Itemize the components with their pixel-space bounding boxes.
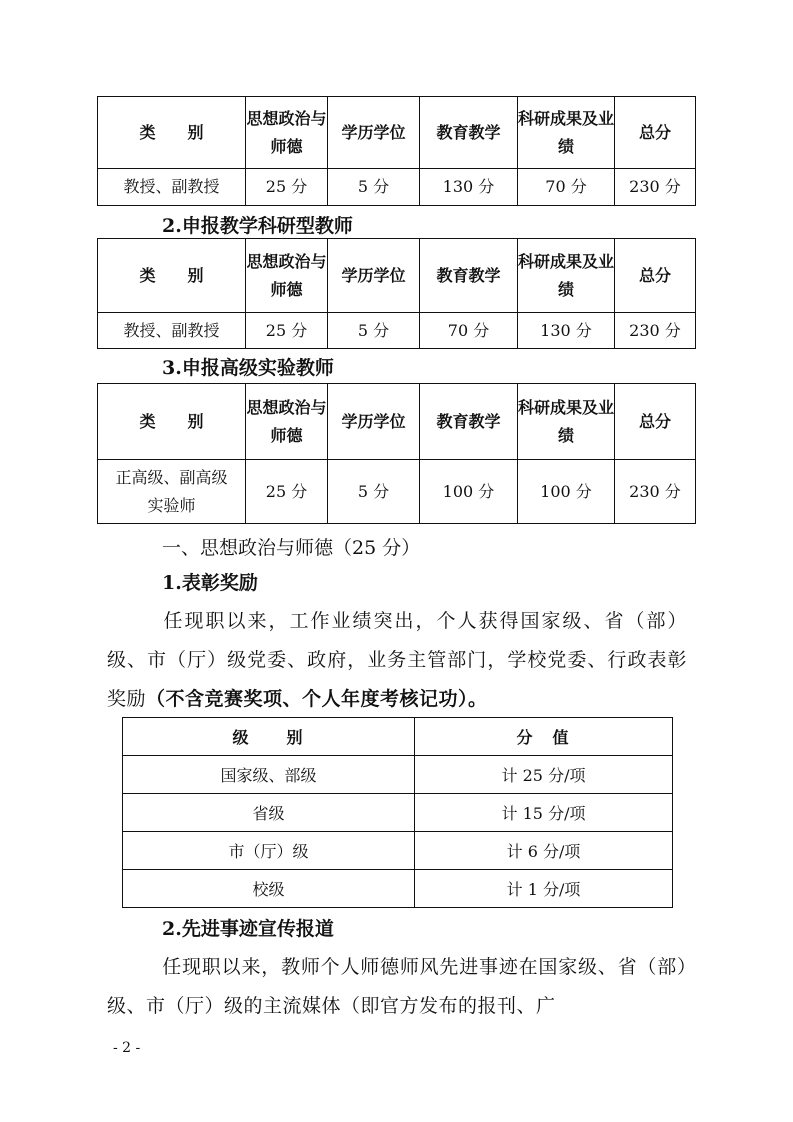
score-table-1: [97, 96, 696, 206]
cell-total: 230 分: [615, 313, 696, 349]
header-total: 总分: [615, 97, 696, 169]
subheading-senior-lab: 3.申报高级实验教师: [162, 357, 334, 379]
table-row: [98, 313, 696, 349]
award-score-table: [122, 717, 673, 908]
table-row: [98, 460, 696, 524]
cell-category: 教授、副教授: [98, 313, 246, 349]
cell-degree: 5 分: [328, 169, 420, 206]
header-research: 科研成果及业绩: [518, 239, 615, 313]
cell-politics-ethics: 25 分: [246, 460, 328, 524]
cell-category: 教授、副教授: [98, 169, 246, 206]
page-number: - 2 -: [113, 1040, 141, 1056]
header-total: 总分: [615, 239, 696, 313]
publicity-paragraph: [107, 948, 687, 1026]
table-row: [123, 756, 673, 794]
header-teaching: 教育教学: [420, 384, 518, 460]
cell-degree: 5 分: [328, 313, 420, 349]
cell-politics-ethics: 25 分: [246, 169, 328, 206]
score-table-3: [97, 383, 696, 524]
header-politics-ethics: 思想政治与师德: [246, 97, 328, 169]
header-score: 分 值: [415, 718, 673, 756]
header-level: 级 别: [123, 718, 415, 756]
subsection-awards: 1.表彰奖励: [162, 572, 258, 594]
header-research: 科研成果及业绩: [518, 97, 615, 169]
cell-teaching: 130 分: [420, 169, 518, 206]
cell-degree: 5 分: [328, 460, 420, 524]
header-category: 类 别: [98, 384, 246, 460]
table-header-row: [98, 239, 696, 313]
cell-total: 230 分: [615, 460, 696, 524]
cell-research: 130 分: [518, 313, 615, 349]
score-table-2: [97, 238, 696, 349]
cell-level: 市（厅）级: [123, 832, 415, 870]
header-research: 科研成果及业绩: [518, 384, 615, 460]
cell-score: 计 6 分/项: [415, 832, 673, 870]
table-header-row: [98, 97, 696, 169]
header-degree: 学历学位: [328, 384, 420, 460]
cell-politics-ethics: 25 分: [246, 313, 328, 349]
header-total: 总分: [615, 384, 696, 460]
table-row: [123, 794, 673, 832]
cell-score: 计 25 分/项: [415, 756, 673, 794]
table-header-row: [98, 384, 696, 460]
table-header-row: [123, 718, 673, 756]
table-row: [123, 832, 673, 870]
header-politics-ethics: 思想政治与师德: [246, 239, 328, 313]
header-teaching: 教育教学: [420, 97, 518, 169]
header-degree: 学历学位: [328, 239, 420, 313]
cell-category: 正高级、副高级实验师: [98, 460, 246, 524]
cell-score: 计 15 分/项: [415, 794, 673, 832]
publicity-text: 任现职以来，教师个人师德师风先进事迹在国家级、省（部）级、市（厅）级的主流媒体（即官方发布的报刊、广: [107, 956, 687, 1017]
table-row: [98, 169, 696, 206]
subsection-publicity: 2.先进事迹宣传报道: [162, 918, 334, 940]
subheading-teaching-research: 2.申报教学科研型教师: [162, 215, 353, 237]
awards-text: 任现职以来，工作业绩突出，个人获得国家级、省（部）级、市（厅）级党委、政府，业务主管部门，学校党委、行政表彰奖励: [107, 610, 687, 710]
cell-teaching: 70 分: [420, 313, 518, 349]
cell-teaching: 100 分: [420, 460, 518, 524]
cell-research: 100 分: [518, 460, 615, 524]
cell-level: 校级: [123, 870, 415, 908]
header-teaching: 教育教学: [420, 239, 518, 313]
section-title: 一、思想政治与师德（25 分）: [162, 537, 421, 559]
awards-paragraph: [107, 602, 687, 719]
cell-research: 70 分: [518, 169, 615, 206]
header-politics-ethics: 思想政治与师德: [246, 384, 328, 460]
header-category: 类 别: [98, 97, 246, 169]
cell-score: 计 1 分/项: [415, 870, 673, 908]
cell-total: 230 分: [615, 169, 696, 206]
table-row: [123, 870, 673, 908]
cell-level: 省级: [123, 794, 415, 832]
header-degree: 学历学位: [328, 97, 420, 169]
cell-level: 国家级、部级: [123, 756, 415, 794]
header-category: 类 别: [98, 239, 246, 313]
awards-exclusion-note: （不含竞赛奖项、个人年度考核记功）。: [146, 688, 488, 710]
